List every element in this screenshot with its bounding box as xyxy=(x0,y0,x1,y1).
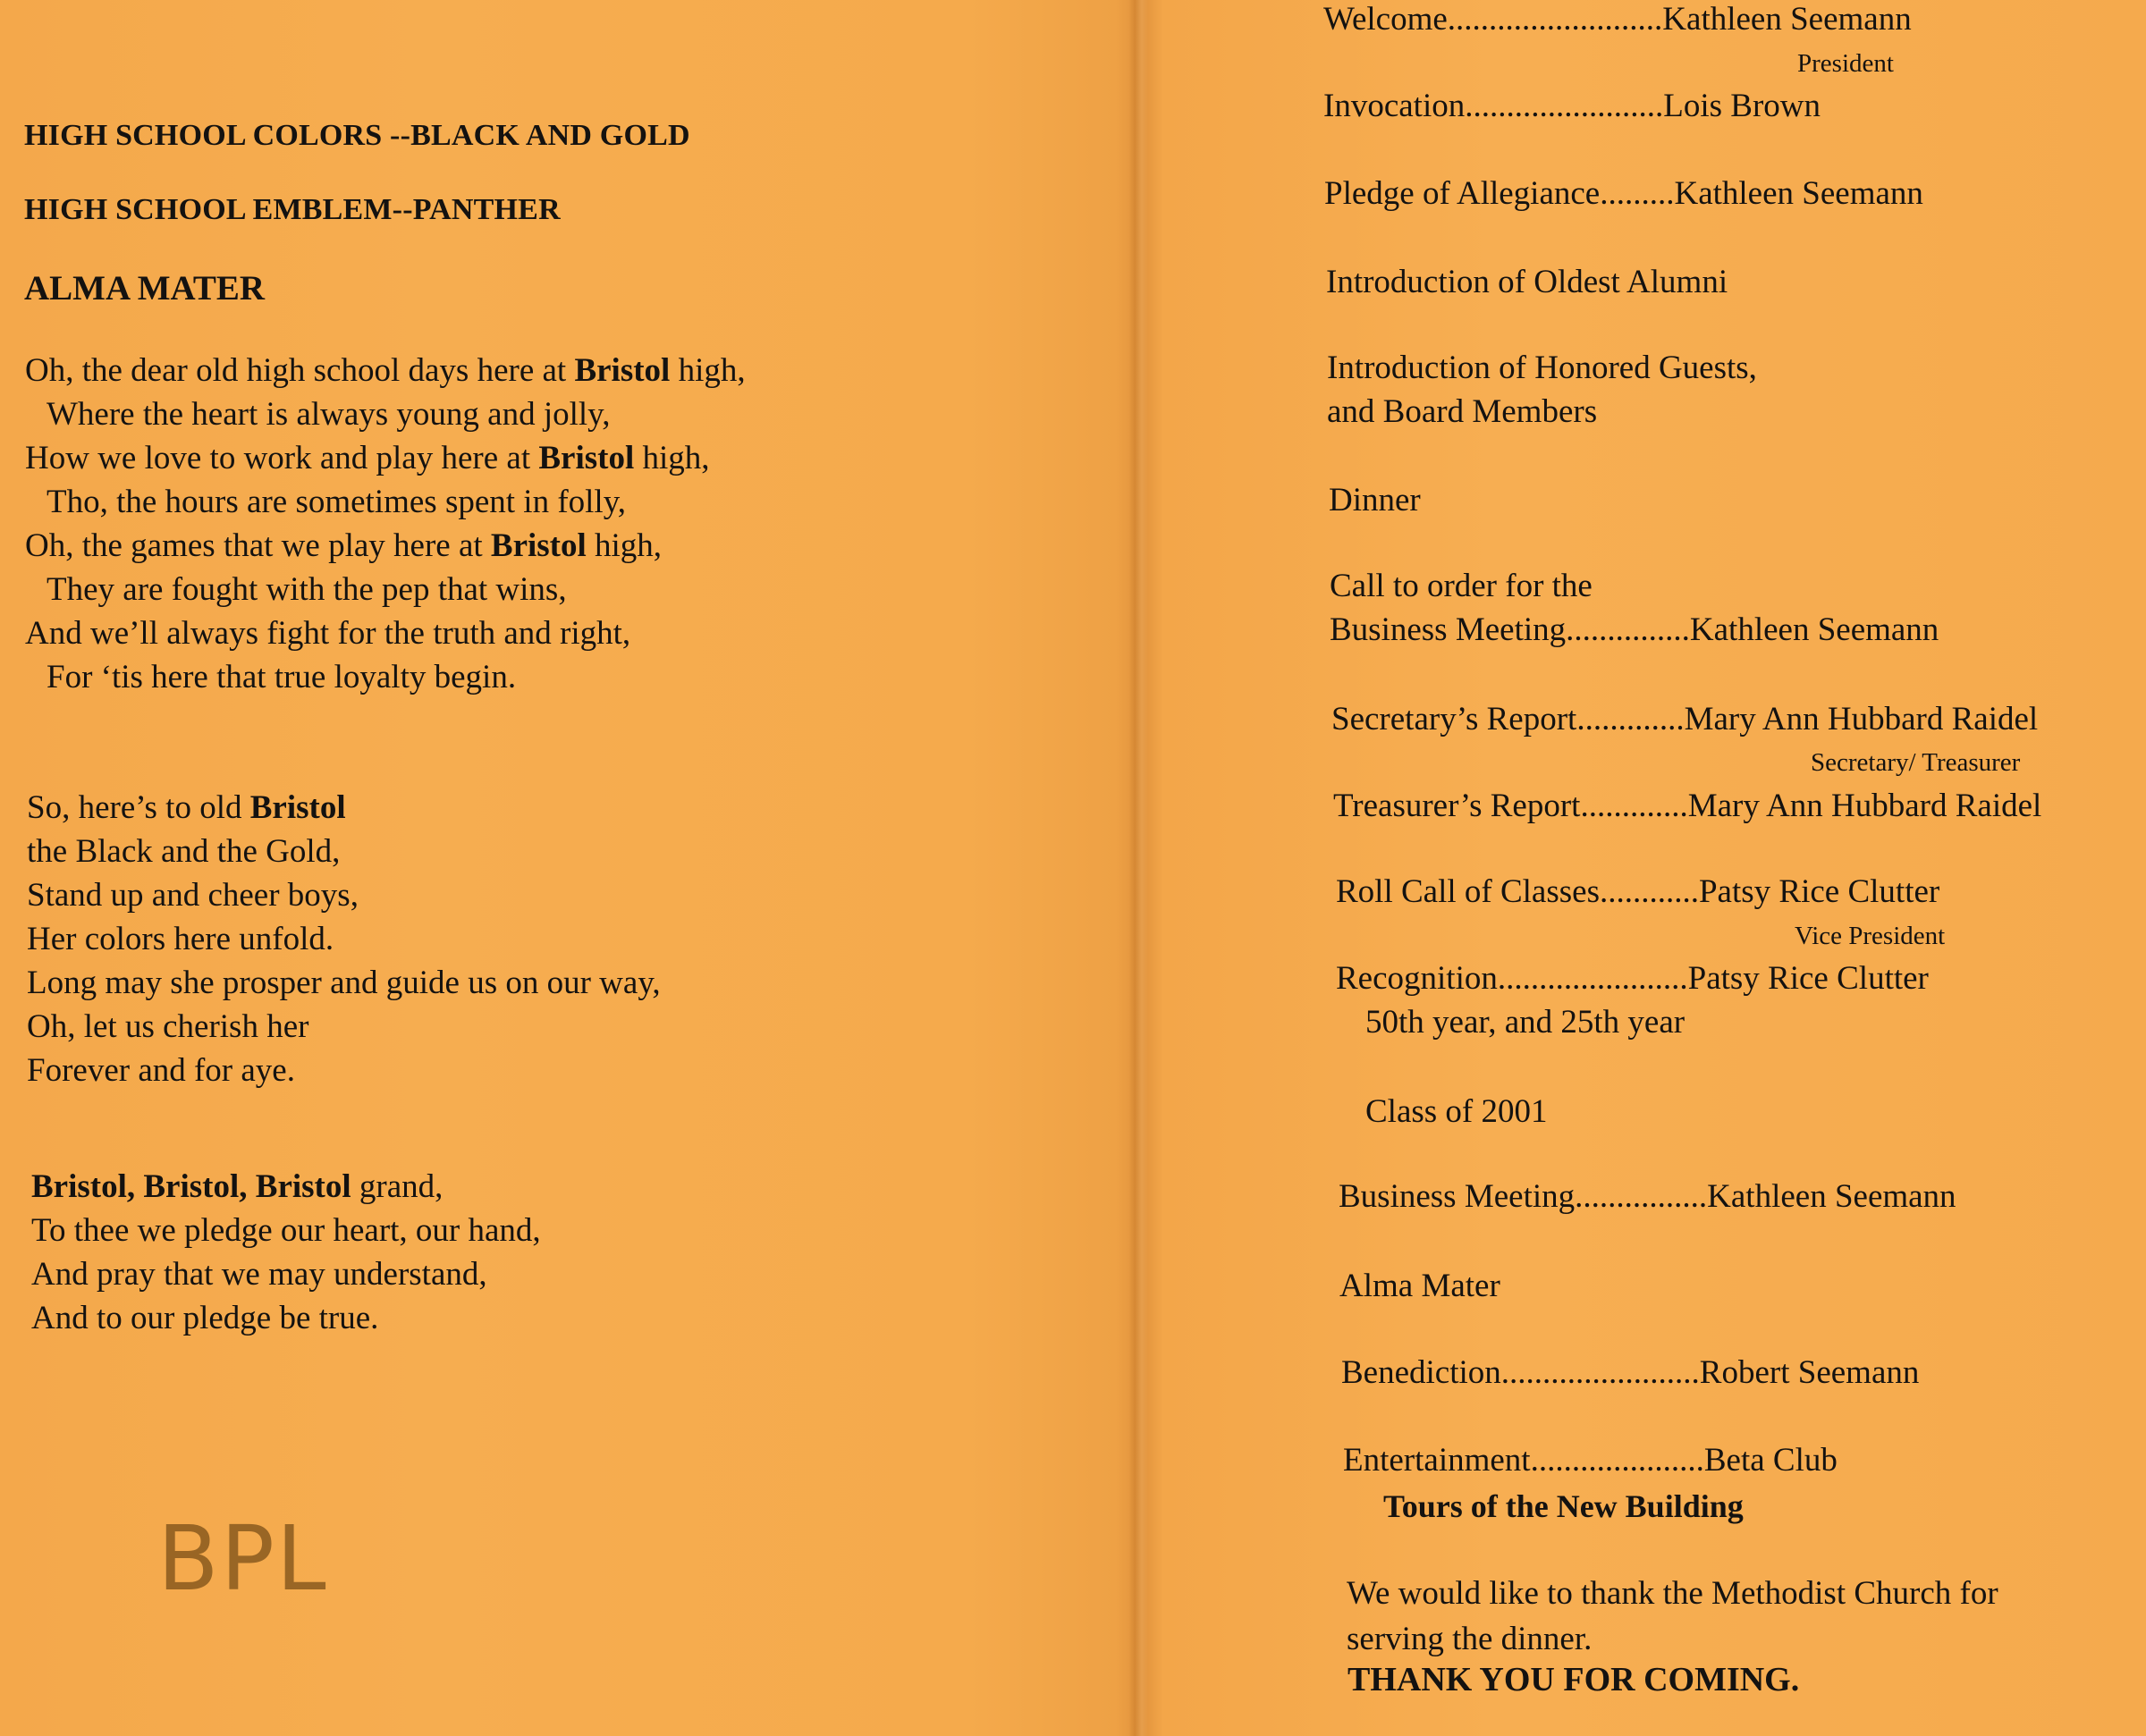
verse-line xyxy=(27,1049,661,1092)
verse-text: How we love to work and play here at xyxy=(25,440,539,476)
verse-school-name: Bristol xyxy=(249,789,346,826)
program-call-to-order: Business Meeting...............Kathleen Seemann xyxy=(1330,611,1939,648)
program-secretary: Secretary’s Report.............Mary Ann Hubbard Raidel xyxy=(1331,701,2039,737)
verse-1 xyxy=(25,349,746,699)
verse-line xyxy=(25,392,746,436)
program-call-to-order-line1: Call to order for the xyxy=(1330,568,1593,604)
verse-line xyxy=(25,568,746,611)
alma-mater-title: ALMA MATER xyxy=(24,269,266,308)
program-benediction: Benediction........................Robert Seemann xyxy=(1341,1354,1920,1391)
verse-line xyxy=(27,961,661,1005)
verse-text: Oh, the dear old high school days here at xyxy=(25,352,575,389)
verse-text: And we’ll always fight for the truth and right, xyxy=(25,615,631,652)
roll-call-role: Vice President xyxy=(1795,922,1946,950)
thanks-line2: serving the dinner. xyxy=(1347,1621,1593,1657)
center-fold xyxy=(1128,0,1148,1736)
bpl-watermark: BPL xyxy=(157,1506,328,1611)
program-class-of: Class of 2001 xyxy=(1365,1093,1548,1130)
verse-text: high, xyxy=(670,352,746,389)
verse-line xyxy=(31,1252,541,1296)
verse-text: And pray that we may understand, xyxy=(31,1256,487,1293)
program-business-meeting: Business Meeting................Kathleen Seemann xyxy=(1339,1178,1956,1215)
program-welcome: Welcome..........................Kathleen Seemann xyxy=(1323,1,1912,38)
school-emblem-heading: HIGH SCHOOL EMBLEM--PANTHER xyxy=(24,193,561,226)
verse-school-name: Bristol, Bristol, Bristol xyxy=(31,1168,351,1205)
verse-text: grand, xyxy=(351,1168,444,1205)
verse-text: the Black and the Gold, xyxy=(27,833,341,870)
verse-text: Tho, the hours are sometimes spent in folly, xyxy=(46,484,627,520)
verse-text: Long may she prosper and guide us on our way, xyxy=(27,965,661,1001)
thank-you-coming: THANK YOU FOR COMING. xyxy=(1348,1661,1800,1698)
program-entertainment: Entertainment.....................Beta Club xyxy=(1343,1442,1838,1479)
verse-school-name: Bristol xyxy=(574,352,671,389)
welcome-role: President xyxy=(1797,49,1894,78)
program-pledge: Pledge of Allegiance.........Kathleen Seemann xyxy=(1324,175,1923,212)
verse-line xyxy=(27,917,661,961)
verse-line xyxy=(25,611,746,655)
verse-text: They are fought with the pep that wins, xyxy=(46,571,567,608)
verse-text: And to our pledge be true. xyxy=(31,1300,379,1336)
verse-text: Stand up and cheer boys, xyxy=(27,877,359,914)
program-roll-call: Roll Call of Classes............Patsy Rice Clutter xyxy=(1336,873,1940,910)
verse-line xyxy=(25,436,746,480)
program-tours: Tours of the New Building xyxy=(1383,1488,1744,1524)
verse-line xyxy=(27,1005,661,1049)
verse-line xyxy=(31,1296,541,1340)
verse-2 xyxy=(27,786,661,1092)
verse-line xyxy=(27,786,661,830)
thanks-line1: We would like to thank the Methodist Church for xyxy=(1347,1575,1998,1612)
verse-text: Forever and for aye. xyxy=(27,1052,295,1089)
program-dinner: Dinner xyxy=(1329,482,1421,518)
verse-text: high, xyxy=(586,527,663,564)
verse-text: high, xyxy=(634,440,710,476)
verse-line xyxy=(25,349,746,392)
verse-text: So, here’s to old xyxy=(27,789,250,826)
program-honored-guests-line2: and Board Members xyxy=(1327,393,1598,430)
program-treasurer: Treasurer’s Report.............Mary Ann Hubbard Raidel xyxy=(1333,788,2042,824)
verse-text: Her colors here unfold. xyxy=(27,921,334,957)
verse-line xyxy=(25,655,746,699)
verse-text: For ‘tis here that true loyalty begin. xyxy=(46,659,517,695)
verse-line xyxy=(25,524,746,568)
verse-line xyxy=(31,1165,541,1209)
program-recognition: Recognition.......................Patsy Rice Clutter xyxy=(1336,960,1929,997)
program-honored-guests-line1: Introduction of Honored Guests, xyxy=(1327,350,1757,386)
verse-school-name: Bristol xyxy=(538,440,635,476)
program-oldest-alumni: Introduction of Oldest Alumni xyxy=(1326,264,1728,300)
verse-3 xyxy=(31,1165,541,1340)
verse-text: Oh, let us cherish her xyxy=(27,1008,309,1045)
school-colors-heading: HIGH SCHOOL COLORS --BLACK AND GOLD xyxy=(24,119,690,152)
verse-text: Oh, the games that we play here at xyxy=(25,527,491,564)
verse-text: To thee we pledge our heart, our hand, xyxy=(31,1212,541,1249)
program-invocation: Invocation........................Lois Brown xyxy=(1323,88,1821,124)
recognition-sub: 50th year, and 25th year xyxy=(1365,1004,1686,1041)
verse-line xyxy=(25,480,746,524)
verse-line xyxy=(27,830,661,873)
verse-line xyxy=(27,873,661,917)
verse-text: Where the heart is always young and jolly, xyxy=(46,396,611,433)
verse-line xyxy=(31,1209,541,1252)
secretary-role: Secretary/ Treasurer xyxy=(1811,748,2021,777)
verse-school-name: Bristol xyxy=(490,527,587,564)
program-alma-mater: Alma Mater xyxy=(1339,1268,1500,1304)
